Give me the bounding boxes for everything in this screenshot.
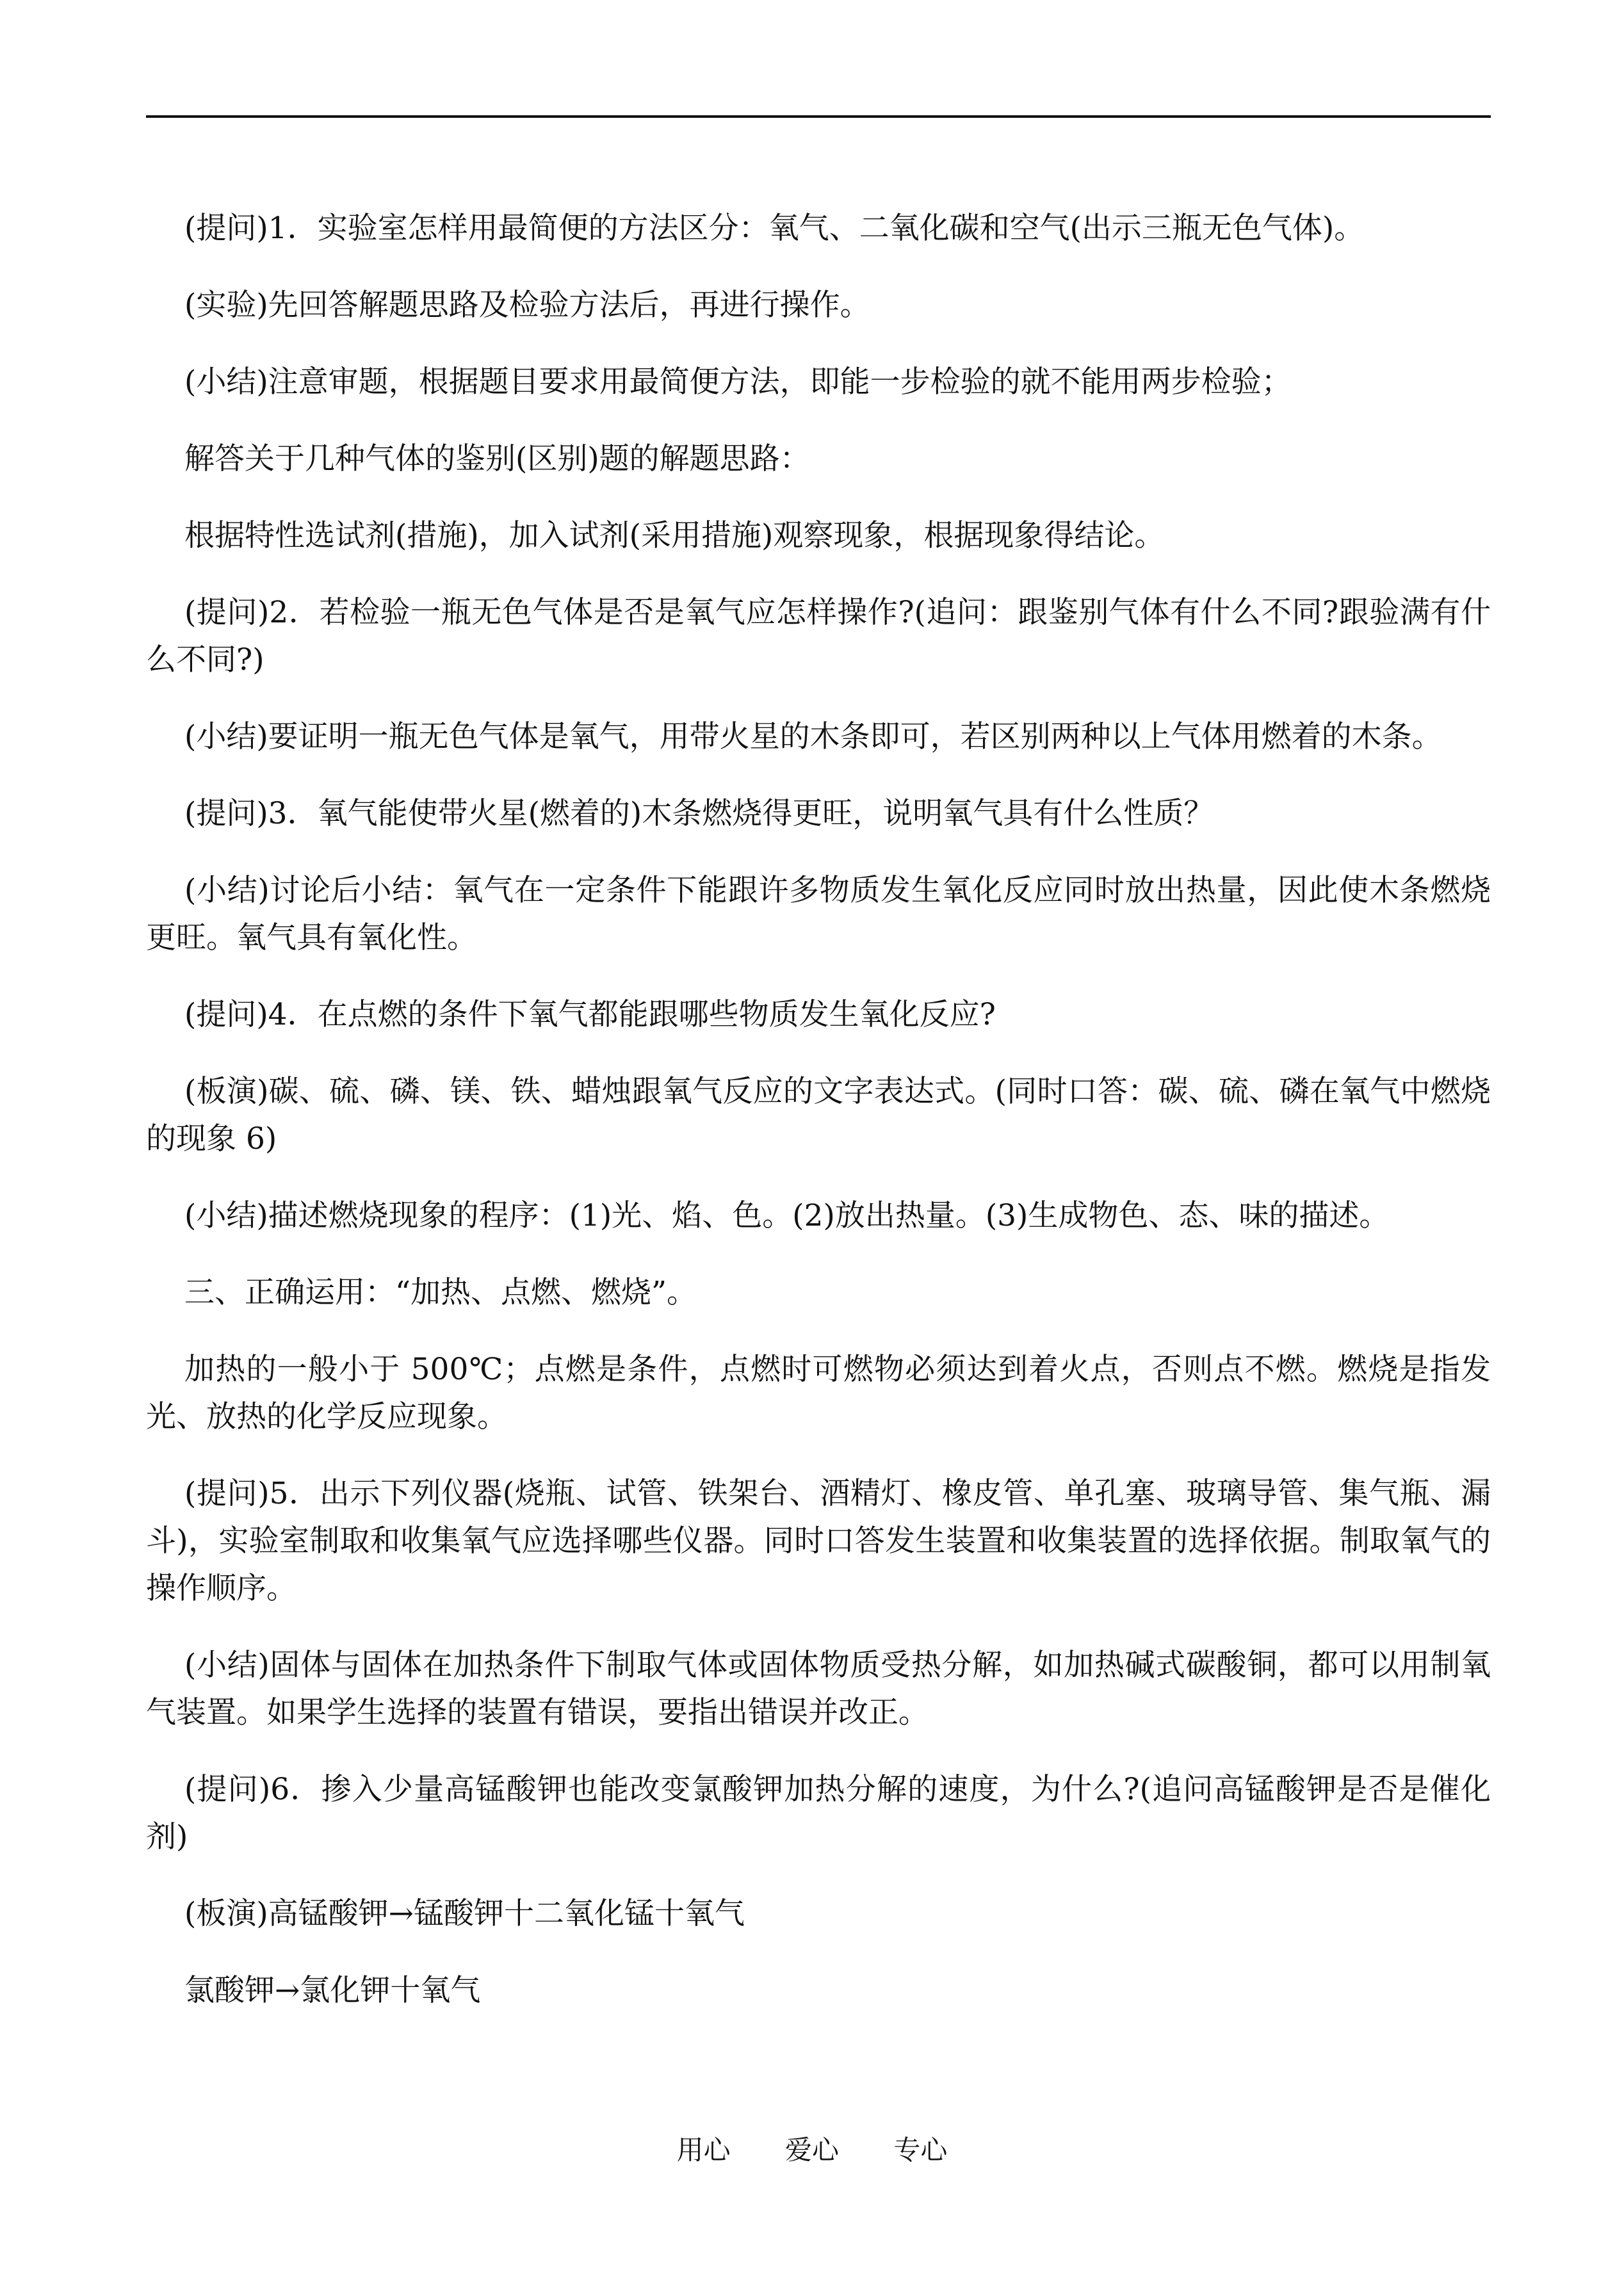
paragraph: 加热的一般小于 500℃；点燃是条件，点燃时可燃物必须达到着火点，否则点不燃。燃烧是指发光、放热的化学反应现象。 bbox=[146, 1352, 1491, 1434]
paragraph: (提问)3．氧气能使带火星(燃着的)木条燃烧得更旺，说明氧气具有什么性质？ bbox=[184, 796, 1214, 831]
equation-line: (板演)高锰酸钾→锰酸钾十二氧化锰十氧气 bbox=[184, 1896, 745, 1931]
body-text bbox=[146, 205, 1491, 2044]
paragraph: (小结)注意审题，根据题目要求用最简便方法，即能一步检验的就不能用两步检验； bbox=[184, 364, 1292, 400]
equation-line: 氯酸钾→氯化钾十氧气 bbox=[184, 1973, 481, 2008]
section-heading: 三、正确运用：“加热、点燃、燃烧”。 bbox=[184, 1275, 697, 1310]
paragraph: (提问)4．在点燃的条件下氧气都能跟哪些物质发生氧化反应? bbox=[184, 997, 996, 1032]
paragraph: 根据特性选试剂(措施)，加入试剂(采用措施)观察现象，根据现象得结论。 bbox=[184, 518, 1165, 553]
footer-item: 用心 bbox=[676, 2134, 731, 2166]
paragraph: (提问)6．掺入少量高锰酸钾也能改变氯酸钾加热分解的速度，为什么?(追问高锰酸钾是否是催化剂) bbox=[146, 1772, 1491, 1854]
page-footer bbox=[0, 2131, 1624, 2169]
footer-item: 专心 bbox=[893, 2134, 948, 2166]
paragraph: (提问)1．实验室怎样用最简便的方法区分：氧气、二氧化碳和空气(出示三瓶无色气体)。 bbox=[184, 211, 1365, 246]
paragraph: (板演)碳、硫、磷、镁、铁、蜡烛跟氧气反应的文字表达式。(同时口答：碳、硫、磷在氧气中燃烧的现象 6) bbox=[146, 1074, 1491, 1156]
paragraph: (提问)5．出示下列仪器(烧瓶、试管、铁架台、酒精灯、橡皮管、单孔塞、玻璃导管、集气瓶、漏斗)，实验室制取和收集氧气应选择哪些仪器。同时口答发生装置和收集装置的选择依据。制取氧气的操作顺序。 bbox=[146, 1476, 1491, 1606]
paragraph: (小结)要证明一瓶无色气体是氧气，用带火星的木条即可，若区别两种以上气体用燃着的木条。 bbox=[184, 719, 1442, 754]
paragraph: 解答关于几种气体的鉴别(区别)题的解题思路： bbox=[184, 441, 810, 476]
footer-item: 爱心 bbox=[784, 2134, 839, 2166]
paragraph: (小结)讨论后小结：氧气在一定条件下能跟许多物质发生氧化反应同时放出热量，因此使木条燃烧更旺。氧气具有氧化性。 bbox=[146, 873, 1491, 955]
paragraph: (小结)描述燃烧现象的程序：(1)光、焰、色。(2)放出热量。(3)生成物色、态、味的描述。 bbox=[184, 1198, 1390, 1233]
paragraph: (提问)2．若检验一瓶无色气体是否是氧气应怎样操作?(追问：跟鉴别气体有什么不同?跟验满有什么不同?) bbox=[146, 595, 1491, 677]
header-rule bbox=[146, 115, 1491, 118]
paragraph: (实验)先回答解题思路及检验方法后，再进行操作。 bbox=[184, 288, 870, 323]
paragraph: (小结)固体与固体在加热条件下制取气体或固体物质受热分解，如加热碱式碳酸铜，都可以用制氧气装置。如果学生选择的装置有错误，要指出错误并改正。 bbox=[146, 1648, 1491, 1730]
